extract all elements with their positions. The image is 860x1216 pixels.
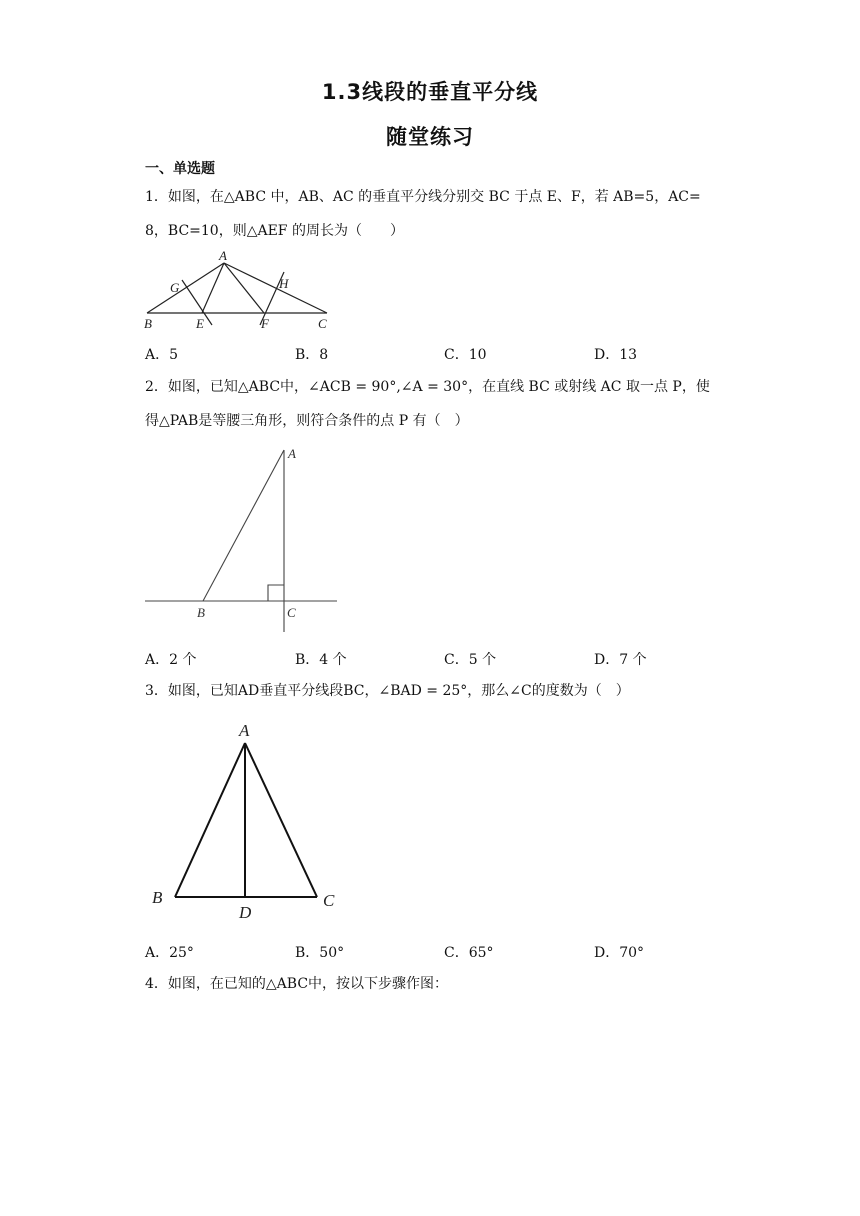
q3-line1: 3．如图，已知AD垂直平分线段BC，∠BAD = 25°，那么∠C的度数为（ ） [145, 683, 630, 699]
q1-label-b: B [144, 316, 152, 331]
q1-figure [140, 245, 340, 335]
q3-label-c: C [323, 891, 335, 910]
q1-segment-ac [224, 263, 327, 313]
q4-line1: 4．如图，在已知的△ABC中，按以下步骤作图： [145, 976, 449, 992]
q3-label-b: B [152, 888, 163, 907]
q3-figure [145, 715, 355, 925]
q3-option-a[interactable]: A．25° [145, 945, 194, 961]
q1-label-c: C [318, 316, 327, 331]
q2-label-c: C [287, 605, 296, 620]
q3-option-d[interactable]: D．70° [594, 945, 645, 961]
q1-line2: 8，BC=10，则△AEF 的周长为（ ） [145, 223, 404, 239]
q1-label-e: E [196, 316, 204, 331]
q2-label-b: B [197, 605, 205, 620]
q2-option-a[interactable]: A．2 个 [145, 652, 197, 668]
doc-subtitle: 随堂练习 [386, 125, 474, 149]
q2-option-c[interactable]: C．5 个 [444, 652, 497, 668]
q3-label-d: D [239, 903, 252, 922]
q2-right-angle-mark [268, 585, 284, 601]
q3-segment-ab [175, 743, 245, 897]
q1-option-d[interactable]: D．13 [594, 347, 638, 363]
q3-segment-ac [245, 743, 317, 897]
q1-option-b[interactable]: B．8 [295, 347, 329, 363]
q1-line1: 1．如图，在△ABC 中，AB、AC 的垂直平分线分别交 BC 于点 E、F，若 AB=5，AC= [145, 189, 701, 205]
section-heading: 一、单选题 [145, 161, 215, 177]
q3-text [145, 674, 720, 708]
q1-label-a: A [219, 248, 227, 263]
q2-segment-ab [203, 450, 284, 601]
q3-option-c[interactable]: C．65° [444, 945, 494, 961]
q1-segment-af [224, 263, 264, 313]
q2-option-b[interactable]: B．4 个 [295, 652, 347, 668]
q1-label-h: H [279, 276, 289, 291]
q2-figure [140, 440, 350, 635]
q2-label-a: A [288, 446, 296, 461]
q2-option-d[interactable]: D．7 个 [594, 652, 647, 668]
q2-text [145, 370, 720, 438]
q3-label-a: A [239, 721, 250, 740]
q2-line1: 2．如图，已知△ABC中，∠ACB = 90°,∠A = 30°，在直线 BC 或射线 AC 取一点 P，使 [145, 379, 710, 395]
q1-label-f: F [261, 316, 269, 331]
q1-option-c[interactable]: C．10 [444, 347, 487, 363]
q2-line2: 得△PAB是等腰三角形，则符合条件的点 P 有（ ） [145, 413, 469, 429]
doc-title: 1.3线段的垂直平分线 [321, 80, 539, 104]
q1-label-g: G [170, 280, 180, 295]
q1-option-a[interactable]: A．5 [145, 347, 179, 363]
q4-text [145, 967, 720, 1001]
q1-text [145, 180, 720, 248]
q3-option-b[interactable]: B．50° [295, 945, 345, 961]
